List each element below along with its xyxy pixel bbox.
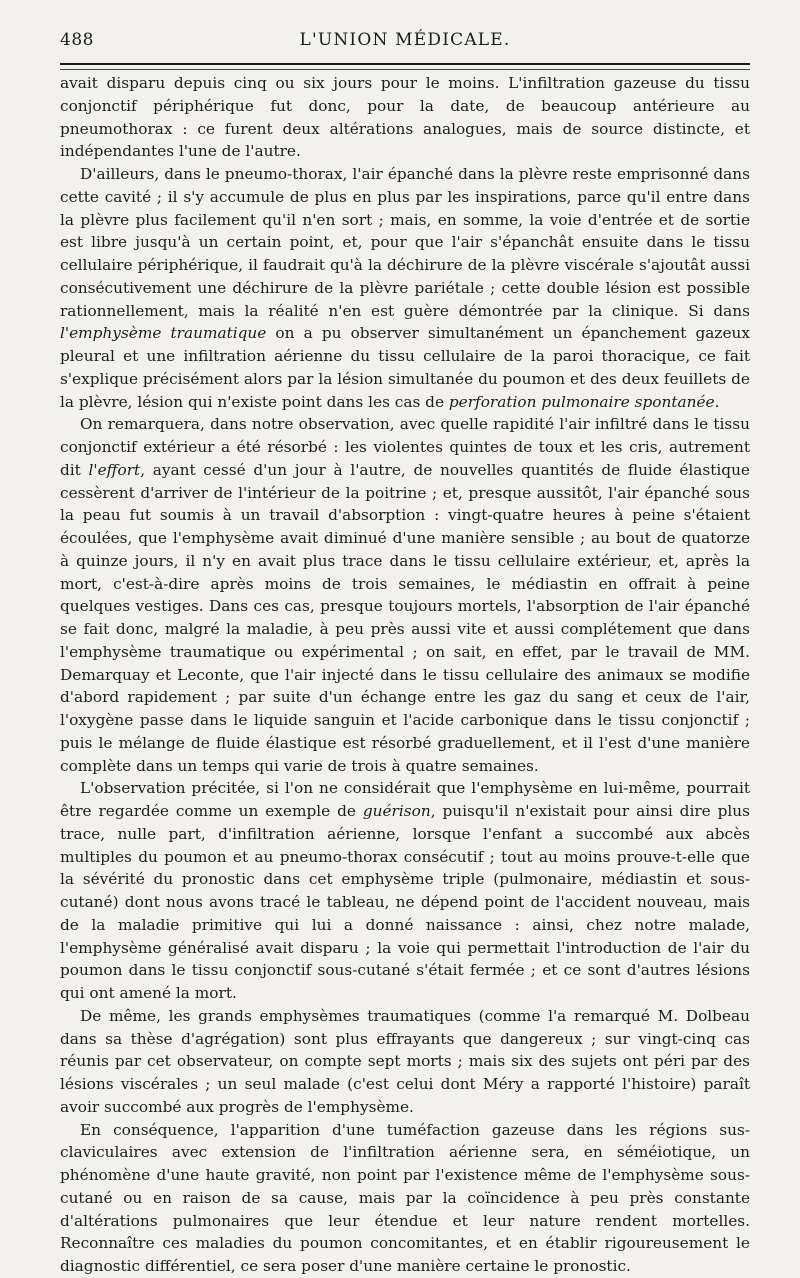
text-run: On remarquera, dans notre observation, avec quelle rapidité l'air infiltré dans le tissu conjonctif extérieur a été résorbé : les violentes quintes de toux et les cris, autrement dit <box>60 415 750 479</box>
page-number: 488 <box>60 30 94 50</box>
text-run: De même, les grands emphysèmes traumatiques (comme l'a remarqué M. Dolbeau dans sa thèse d'agrégation) sont plus effrayants que dangereux ; sur vingt-cinq cas réunis par cet observateur, on compte sept morts ; mais six des sujets ont péri par des lésions viscérales ; un seul malade (c'est celui dont Méry a rapporté l'histoire) paraît avoir succombé aux progrès de l'emphysème. <box>60 1006 750 1116</box>
header-rule-thin <box>60 69 750 70</box>
body-text <box>60 72 750 1278</box>
paragraph-4 <box>60 777 750 1005</box>
text-run: on a pu observer simultanément un épanchement gazeux pleural et une infiltration aérienne du tissu cellulaire de la paroi thoracique, ce fait s'explique précisément alors par la lésion simultanée du poumon et des deux feuillets de la plèvre, lésion qui n'existe point dans les cas de <box>60 324 750 411</box>
text-run: avait disparu depuis cinq ou six jours pour le moins. L'infiltration gazeuse du tissu conjonctif périphérique fut donc, pour la date, de beaucoup antérieure au pneumothorax : ce furent deux altérations analogues, mais de source distincte, et indépendantes l'une de l'autre. <box>60 74 750 161</box>
paragraph-5 <box>60 1005 750 1119</box>
page-header <box>60 26 750 58</box>
italic-run: perforation pulmonaire spontanée. <box>448 392 720 411</box>
running-title: L'UNION MÉDICALE. <box>299 30 511 50</box>
text-run: En conséquence, l'apparition d'une tuméfaction gazeuse dans les régions sus-claviculaires avec extension de l'infiltration aérienne sera, en séméiotique, un phénomène d'une haute gravité, non point par l'existence même de l'emphysème sous-cutané ou en raison de sa cause, mais par la coïncidence à peu près constante d'altérations pulmonaires que leur étendue et leur nature rendent mortelles. Reconnaître ces maladies du poumon concomitantes, et en établir rigoureusement le diagnostic différentiel, ce sera poser d'une manière certaine le pronostic. <box>60 1120 750 1275</box>
italic-run: l'effort <box>88 460 141 479</box>
paragraph-2 <box>60 163 750 413</box>
paragraph-1 <box>60 72 750 163</box>
paragraph-6 <box>60 1119 750 1278</box>
header-rule-thick <box>60 63 750 65</box>
text-run: D'ailleurs, dans le pneumo-thorax, l'air épanché dans la plèvre reste emprisonné dans cette cavité ; il s'y accumule de plus en plus par les inspirations, parce qu'il entre dans la plèvre plus facilement qu'il n'en sort ; mais, en somme, la voie d'entrée et de sortie est libre jusqu'à un certain point, et, pour que l'air s'épanchât ensuite dans le tissu cellulaire périphérique, il faudrait qu'à la déchirure de la plèvre viscérale s'ajoutât aussi consécutivement une déchirure de la plèvre pariétale ; cette double lésion est possible rationnellement, mais la réalité n'en est guère démontrée par la clinique. Si dans <box>60 165 750 320</box>
text-run: , ayant cessé d'un jour à l'autre, de nouvelles quantités de fluide élastique cessèrent d'arriver de l'intérieur de la poitrine ; et, presque aussitôt, l'air épanché sous la peau fut soumis à un travail d'absorption : vingt-quatre heures à peine s'étaient écoulées, que l'emphysème avait diminué d'une manière sensible ; au bout de quatorze à quinze jours, il n'y en avait plus trace dans le tissu cellulaire extérieur, et, après la mort, c'est-à-dire après moins de trois semaines, le médiastin en offrait à peine quelques vestiges. Dans ces cas, presque toujours mortels, l'absorption de l'air épanché se fait donc, malgré la maladie, à peu près aussi vite et aussi complétement que dans l'emphysème traumatique ou expérimental ; on sait, en effet, par le travail de MM. Demarquay et Leconte, que l'air injecté dans le tissu cellulaire des animaux se modifie d'abord rapidement ; par suite d'un échange entre les gaz du sang et ceux de l'air, l'oxygène passe dans le liquide sanguin et l'acide carbonique dans le tissu conjonctif ; puis le mélange de fluide élastique est résorbé graduellement, et il l'est d'une manière complète dans un temps qui varie de trois à quatre semaines. <box>60 460 750 775</box>
italic-run: l'emphysème traumatique <box>60 324 267 343</box>
text-run: L'observation précitée, si l'on ne considérait que l'emphysème en lui-même, pourrait être regardée comme un exemple de <box>60 779 750 820</box>
text-run: , puisqu'il n'existait pour ainsi dire plus trace, nulle part, d'infiltration aérienne, lorsque l'enfant a succombé aux abcès multiples du poumon et au pneumo-thorax consécutif ; tout au moins prouve-t-elle que la sévérité du pronostic dans cet emphysème triple (pulmonaire, médiastin et sous-cutané) dont nous avons tracé le tableau, ne dépend point de l'accident nouveau, mais de la maladie primitive qui lui a donné naissance : ainsi, chez notre malade, l'emphysème généralisé avait disparu ; la voie qui permettait l'introduction de l'air du poumon dans le tissu conjonctif sous-cutané s'était fermée ; et ce sont d'autres lésions qui ont amené la mort. <box>60 802 750 1002</box>
paragraph-3 <box>60 413 750 777</box>
italic-run: guérison <box>362 802 431 820</box>
